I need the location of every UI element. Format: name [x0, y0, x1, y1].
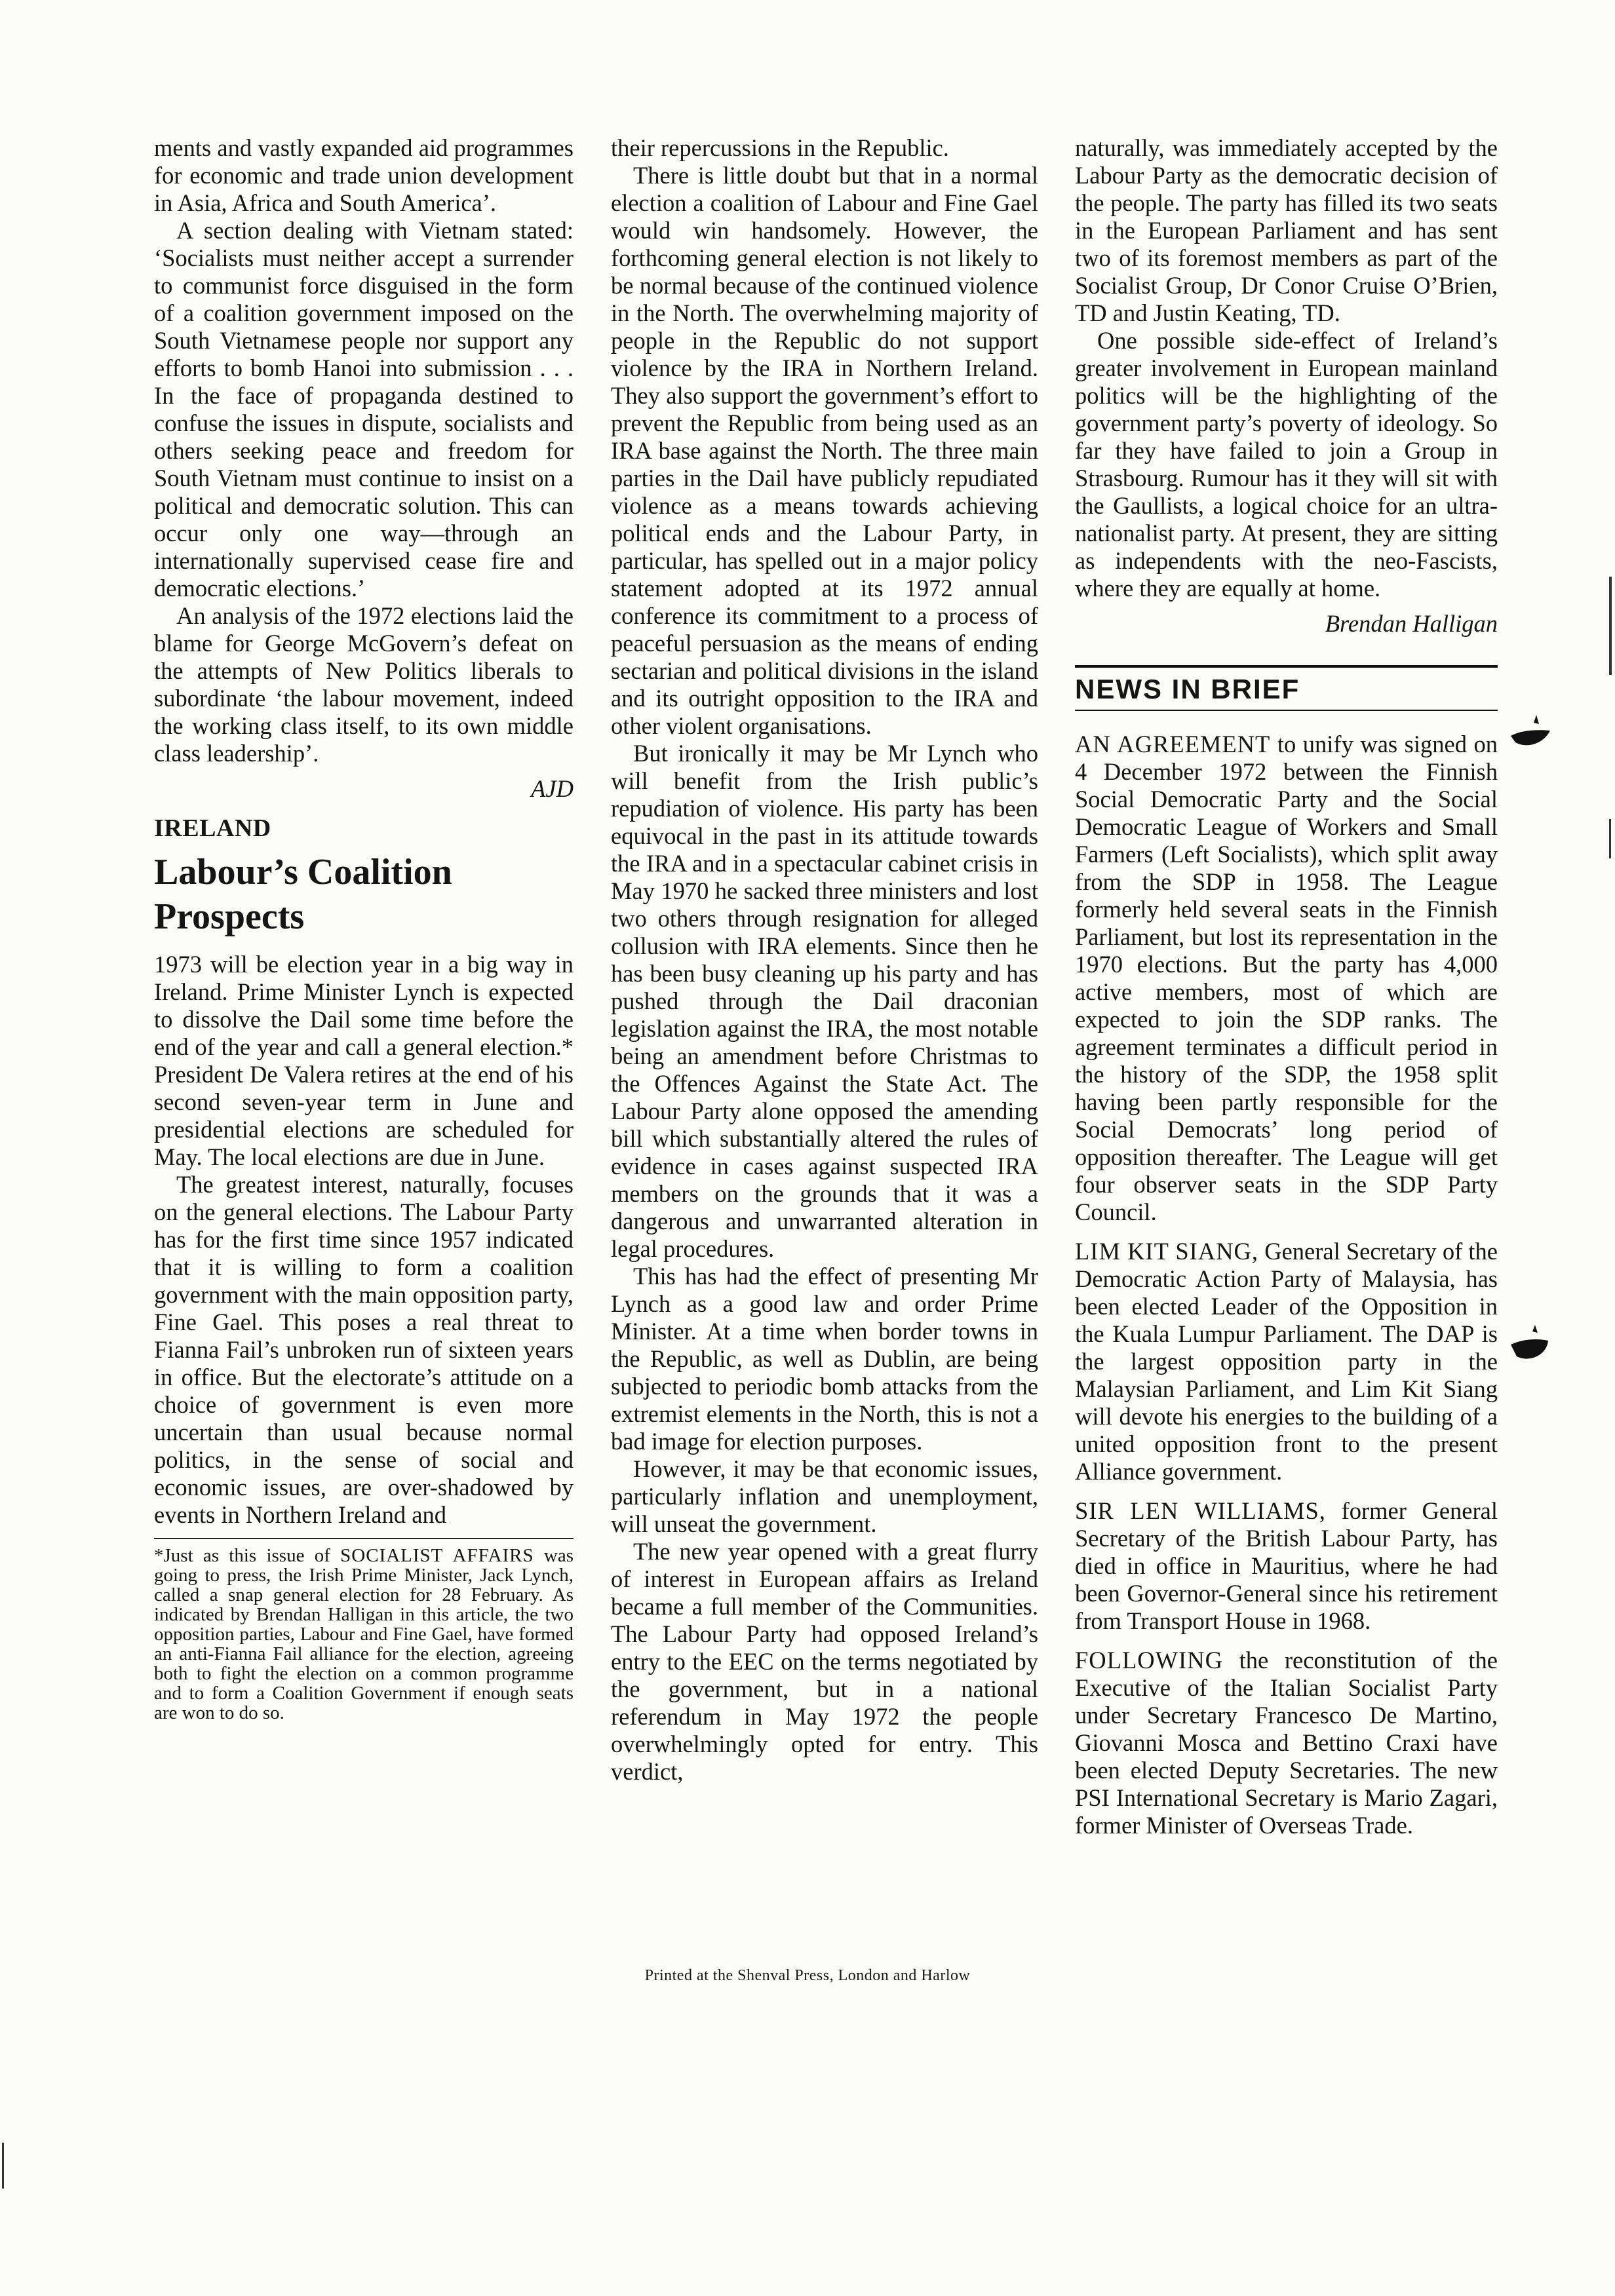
news-item [1075, 1238, 1498, 1485]
news-item-lead: AN AGREEMENT [1075, 731, 1271, 757]
author-initials: AJD [531, 775, 574, 802]
scan-edge-mark [2, 2143, 4, 2189]
scan-edge-mark [1609, 819, 1611, 858]
column-3 [1075, 134, 1498, 1851]
news-in-brief-title: NEWS IN BRIEF [1075, 674, 1300, 704]
news-item [1075, 731, 1498, 1226]
footnote [154, 1538, 574, 1723]
news-item-text: former General Secretary of the British Labour Party, has died in office in Mauritius, where he had been Governor-General since his retirement from Transport House in 1968. [1075, 1497, 1498, 1634]
paragraph: their repercussions in the Republic. [611, 134, 949, 161]
paragraph: One possible side-effect of Ireland’s greater involvement in European mainland politics will be the highlighting of the government party’s poverty of ideology. So far they have failed to join a Group in Strasbourg. Rumour has it they will sit with the Gaullists, a logical choice for an ultra-nationalist party. At present, they are sitting as independents with the neo-Fascists, where they are equally at home. [1075, 327, 1498, 602]
publication-name: SOCIALIST AFFAIRS [340, 1545, 534, 1566]
paragraph: The greatest interest, naturally, focuses on the general elections. The Labour Party has for the first time since 1957 indicated that it is willing to form a coalition government with the main opposition party, Fine Gael. This poses a real threat to Fianna Fail’s unbroken run of sixteen years in office. But the electorate’s attitude on a choice of government is even more uncertain than usual because normal politics, in the sense of social and economic issues, are over-shadowed by events in Northern Ireland and [154, 1171, 574, 1528]
section-label: IRELAND [154, 814, 271, 842]
news-item [1075, 1647, 1498, 1839]
paragraph: An analysis of the 1972 elections laid the blame for George McGovern’s defeat on the attempts of New Politics liberals to subordinate ‘the labour movement, indeed the working class itself, to its own middle class leadership’. [154, 602, 574, 767]
news-item-lead: SIR LEN WILLIAMS, [1075, 1497, 1326, 1524]
paragraph: This has had the effect of presenting Mr Lynch as a good law and order Prime Minister. At a time when border towns in the Republic, as well as Dublin, are being subjected to periodic bomb attacks from the extremist elements in the North, this is not a bad image for election purposes. [611, 1263, 1038, 1455]
punch-hole-icon [1508, 1324, 1553, 1369]
news-item-text: to unify was signed on 4 December 1972 between the Finnish Social Democratic Party and the Social Democratic League of Workers and Small Farmers (Left Socialists), which split away from the SDP in 1958. The League formerly held several seats in the Finnish Parliament, but lost its representation in the 1970 elections. But the party has 4,000 active members, most of which are expected to join the SDP ranks. The agreement terminates a difficult period in the history of the SDP, the 1958 split having been partly responsible for the Social Democrats’ long period of opposition thereafter. The League will get four observer seats in the SDP Party Council. [1075, 731, 1498, 1225]
news-item [1075, 1497, 1498, 1635]
paragraph: There is little doubt but that in a normal election a coalition of Labour and Fine Gael would win handsomely. However, the forthcoming general election is not likely to be normal because of the continued violence in the North. The overwhelming majority of people in the Republic do not support violence by the IRA in Northern Ireland. They also support the government’s effort to prevent the Republic from being used as an IRA base against the North. The three main parties in the Dail have publicly repudiated violence as a means towards achieving political ends and the Labour Party, in particular, has spelled out in a major policy statement adopted at its 1972 annual conference its commitment to a process of peaceful persuasion as the means of ending sectarian and political divisions in the island and its outright opposition to the IRA and other violent organisations. [611, 162, 1038, 739]
paragraph: But ironically it may be Mr Lynch who will benefit from the Irish public’s repudiation of violence. His party has been equivocal in the past in its attitude towards the IRA and in a spectacular cabinet crisis in May 1970 he sacked three ministers and lost two others through resignation for alleged collusion with IRA elements. Since then he has been busy cleaning up his party and has pushed through the Dail draconian legislation against the IRA, the most notable being an amendment before Christmas to the Offences Against the State Act. The Labour Party alone opposed the amending bill which substantially altered the rules of evidence in cases against suspected IRA members on the grounds that it was a dangerous and unwarranted alteration in legal procedures. [611, 740, 1038, 1262]
paragraph: A section dealing with Vietnam stated: ‘Socialists must neither accept a surrender to communist force disguised in the form of a coalition government imposed on the South Vietnamese people nor support any efforts to bomb Hanoi into submission . . . In the face of propaganda destined to confuse the issues in dispute, socialists and others seeking peace and freedom for South Vietnam must continue to insist on a political and democratic solution. This can occur only one way—through an internationally supervised cease fire and democratic elections.’ [154, 217, 574, 602]
news-item-text: the reconstitution of the Executive of the Italian Socialist Party under Secretary Francesco De Martino, Giovanni Mosca and Bettino Craxi have been elected Deputy Secretaries. The new PSI International Secretary is Mario Zagari, former Minister of Overseas Trade. [1075, 1647, 1498, 1839]
article-headline: Labour’s Coalition Prospects [154, 852, 452, 937]
footnote-text: was going to press, the Irish Prime Minister, Jack Lynch, called a snap general election for 28 February. As indicated by Brendan Halligan in this article, the two opposition parties, Labour and Fine Gael, have formed an anti-Fianna Fail alliance for the election, agreeing both to fight the election on a common programme and to form a Coalition Government if enough seats are won to do so. [154, 1545, 574, 1723]
paragraph: The new year opened with a great flurry of interest in European affairs as Ireland became a full member of the Communities. The Labour Party had opposed Ireland’s entry to the EEC on the terms negotiated by the government, but in a national referendum in May 1972 the people overwhelmingly opted for entry. This verdict, [611, 1538, 1038, 1785]
news-in-brief-header [1075, 665, 1498, 703]
paragraph: 1973 will be election year in a big way in Ireland. Prime Minister Lynch is expected to dissolve the Dail some time before the end of the year and call a general election.* President De Valera retires at the end of his second seven-year term in June and presidential elections are scheduled for May. The local elections are due in June. [154, 951, 574, 1170]
punch-hole-icon [1508, 711, 1553, 757]
printer-credit: Printed at the Shenval Press, London and Harlow [644, 1967, 971, 1984]
news-item-text: General Secretary of the Democratic Action Party of Malaysia, has been elected Leader of the Opposition in the Kuala Lumpur Parliament. The DAP is the largest opposition party in the Malaysian Parliament, and Lim Kit Siang will devote his energies to the building of a united opposition front to the present Alliance government. [1075, 1238, 1498, 1485]
news-item-lead: LIM KIT SIANG, [1075, 1238, 1259, 1265]
divider [1075, 710, 1498, 711]
scan-edge-mark [1609, 577, 1612, 675]
column-2 [611, 134, 1038, 1786]
paragraph: naturally, was immediately accepted by the Labour Party as the democratic decision of the people. The party has filled its two seats in the European Parliament and has sent two of its foremost members as part of the Socialist Group, Dr Conor Cruise O’Brien, TD and Justin Keating, TD. [1075, 134, 1498, 326]
column-1 [154, 134, 574, 1723]
author-signature: Brendan Halligan [1325, 610, 1498, 637]
paragraph: However, it may be that economic issues, particularly inflation and unemployment, will unseat the government. [611, 1455, 1038, 1537]
news-item-lead: FOLLOWING [1075, 1647, 1223, 1674]
footnote-text: *Just as this issue of [154, 1545, 330, 1566]
paragraph: ments and vastly expanded aid programmes for economic and trade union development in Asia, Africa and South America’. [154, 134, 574, 216]
